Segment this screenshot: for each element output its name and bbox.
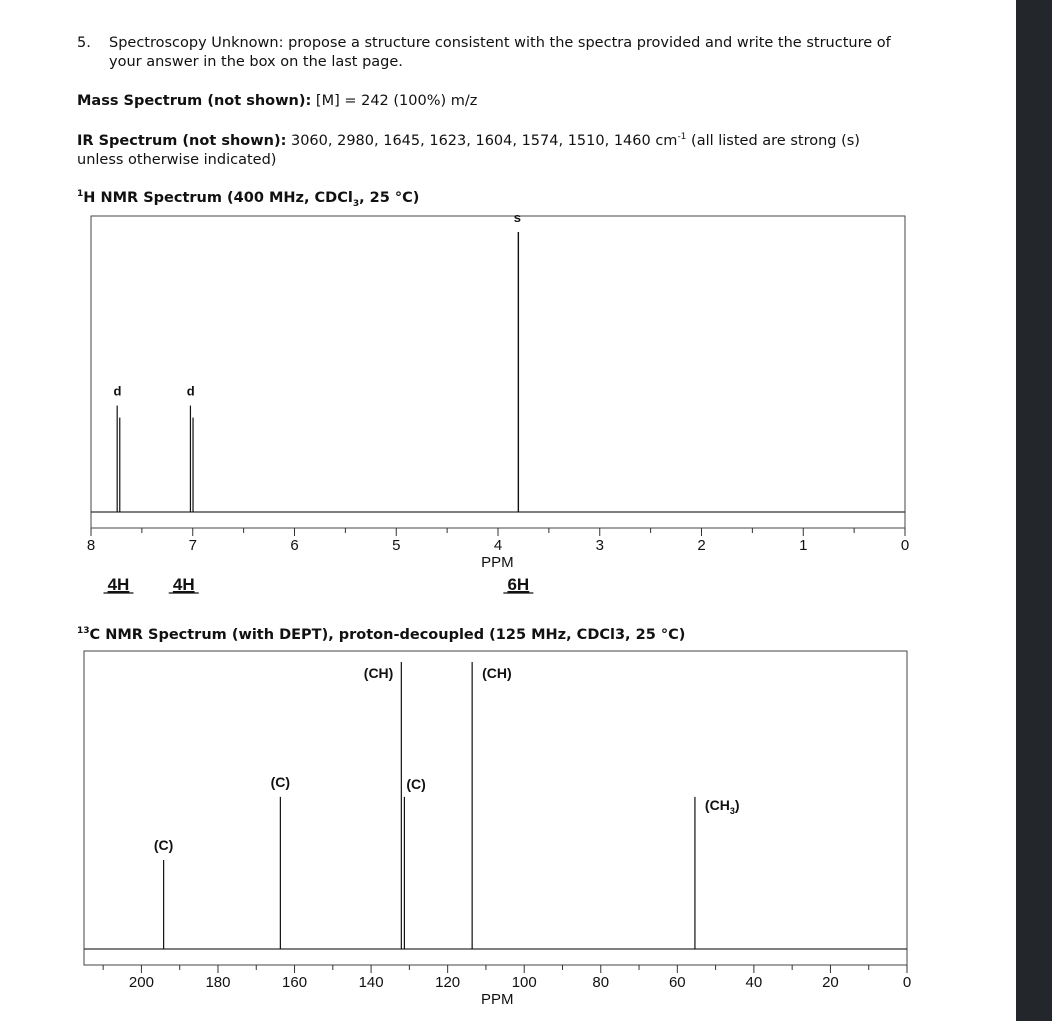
c-nmr-dept-label: $(CH_3)$ (704, 796, 740, 816)
c-nmr-dept-label: (CH) (363, 665, 394, 681)
h-nmr-x-axis-label: PPM (481, 554, 514, 571)
h-nmr-tick-label: 4 (493, 537, 503, 554)
ir-unit-superscript: -1 (677, 132, 687, 142)
c-nmr-tick-label: 20 (822, 974, 839, 991)
h-nmr-title-sup: 1 (77, 189, 84, 199)
ir-spectrum-values: 3060, 2980, 1645, 1623, 1604, 1574, 1510, 1460 cm (290, 133, 678, 149)
h-nmr-tick-label: 2 (697, 537, 706, 554)
c-nmr-x-axis-label: PPM (480, 991, 514, 1008)
c-nmr-dept-label: (C) (153, 837, 174, 854)
h-nmr-multiplicity-label: d (186, 383, 195, 399)
h-nmr-tick-label: 0 (900, 537, 910, 554)
c-nmr-tick-label: 60 (668, 974, 686, 991)
mass-spectrum-label: Mass Spectrum (not shown): (77, 93, 312, 109)
h-nmr-multiplicity-label: s (513, 210, 521, 225)
c-nmr-dept-label: (C) (406, 775, 426, 792)
h-nmr-title-post: , 25 °C) (359, 190, 420, 206)
dark-side-panel (1016, 0, 1052, 1021)
question-number: 5. (77, 35, 91, 51)
c-nmr-tick-label: 100 (511, 974, 537, 991)
h-nmr-tick-label: 3 (595, 537, 604, 554)
c-nmr-tick-label: 0 (902, 974, 912, 991)
c-nmr-tick-label: 140 (358, 974, 384, 991)
h-nmr-integration-label: 4H (172, 575, 195, 594)
ir-spectrum-label: IR Spectrum (not shown): (77, 133, 287, 149)
h-nmr-title-sub: 3 (352, 198, 360, 209)
c-nmr-tick-label: 200 (128, 974, 154, 991)
c-nmr-tick-label: 180 (205, 974, 231, 991)
h-nmr-tick-label: 1 (799, 537, 808, 554)
h-nmr-multiplicity-label: d (113, 383, 122, 399)
h-nmr-tick-label: 5 (392, 537, 401, 554)
c-nmr-dept-label: (CH) (482, 665, 512, 681)
h-nmr-integration-label: 4H (107, 575, 130, 594)
h-nmr-tick-label: 6 (290, 537, 299, 554)
h-nmr-tick-label: 8 (86, 537, 96, 554)
c-nmr-tick-label: 40 (745, 974, 763, 991)
question-text: Spectroscopy Unknown: propose a structure consistent with the spectra provided and write the structure of your answer in the box on the last page. (109, 35, 891, 70)
c-nmr-tick-label: 120 (435, 974, 461, 991)
h-nmr-integration-label: 6H (507, 575, 530, 594)
mass-spectrum-value: [M] = 242 (100%) m/z (315, 93, 478, 109)
c-nmr-title-text: C NMR Spectrum (with DEPT), proton-decoupled (125 MHz, CDCl3, 25 °C) (89, 627, 686, 643)
c-nmr-dept-label: (C) (270, 773, 291, 790)
c-nmr-title-sup: 13 (77, 626, 90, 636)
h-nmr-tick-label: 7 (188, 537, 197, 554)
h-nmr-title-text: H NMR Spectrum (400 MHz, CDCl (83, 190, 353, 206)
ir-spectrum-note: (all listed are strong (s) unless otherwise indicated) (77, 133, 860, 168)
c-nmr-tick-label: 160 (282, 974, 308, 991)
c-nmr-tick-label: 80 (592, 974, 610, 991)
h-nmr-plot-frame (91, 216, 905, 528)
c-nmr-plot-frame (84, 651, 907, 965)
